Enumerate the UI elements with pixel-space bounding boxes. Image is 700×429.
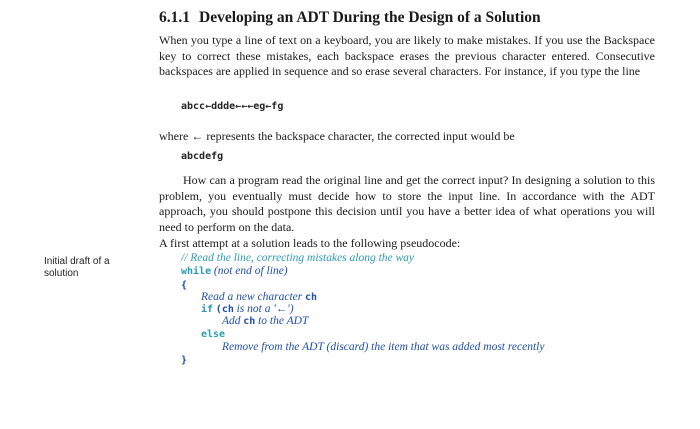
pseudocode-open-brace: { — [181, 280, 188, 291]
corrected-input-example: abcdefg — [181, 151, 224, 162]
while-keyword: while — [181, 266, 212, 277]
pseudocode-while — [181, 265, 288, 278]
margin-note: Initial draft of a solution — [44, 256, 110, 279]
intro-paragraph: When you type a line of text on a keyboard, you are likely to make mistakes. If you use the Backspace key to correct these mistakes, each backspace erases the previous character entered. Consecutive backspaces are applied in sequence and so erase several characters. For instance, if you type the line — [159, 33, 655, 78]
pseudocode-add: Add ch to the ADT — [222, 315, 309, 327]
else-keyword: else — [201, 329, 226, 340]
question-paragraph: How can a program read the original line and get the correct input? In designing a solution to this problem, you eventually must decide how to store the input line. In accordance with the ADT approach, you should postpone this decision until you have a better idea of what operations you will need to perform on the data. — [159, 173, 655, 234]
pseudocode-close-brace: } — [181, 355, 188, 366]
pseudocode-if: if (ch is not a '←') — [201, 303, 294, 315]
section-title: Developing an ADT During the Design of a Solution — [199, 9, 541, 26]
while-condition: (not end of line) — [213, 265, 288, 277]
section-heading — [159, 9, 541, 27]
typed-line-example: abcc←ddde←←←eg←fg — [181, 101, 284, 112]
pseudocode-remove: Remove from the ADT (discard) the item that was added most recently — [222, 341, 545, 353]
if-keyword: if — [201, 304, 214, 315]
pseudocode-else — [201, 328, 225, 341]
section-number: 6.1.1 — [159, 9, 190, 26]
pseudocode-comment: // Read the line, correcting mistakes along the way — [181, 252, 415, 264]
where-paragraph: where ← represents the backspace character, the corrected input would be — [159, 129, 515, 143]
first-attempt-paragraph: A first attempt at a solution leads to the following pseudocode: — [159, 236, 461, 250]
pseudocode-read-char: Read a new character ch — [201, 291, 318, 303]
